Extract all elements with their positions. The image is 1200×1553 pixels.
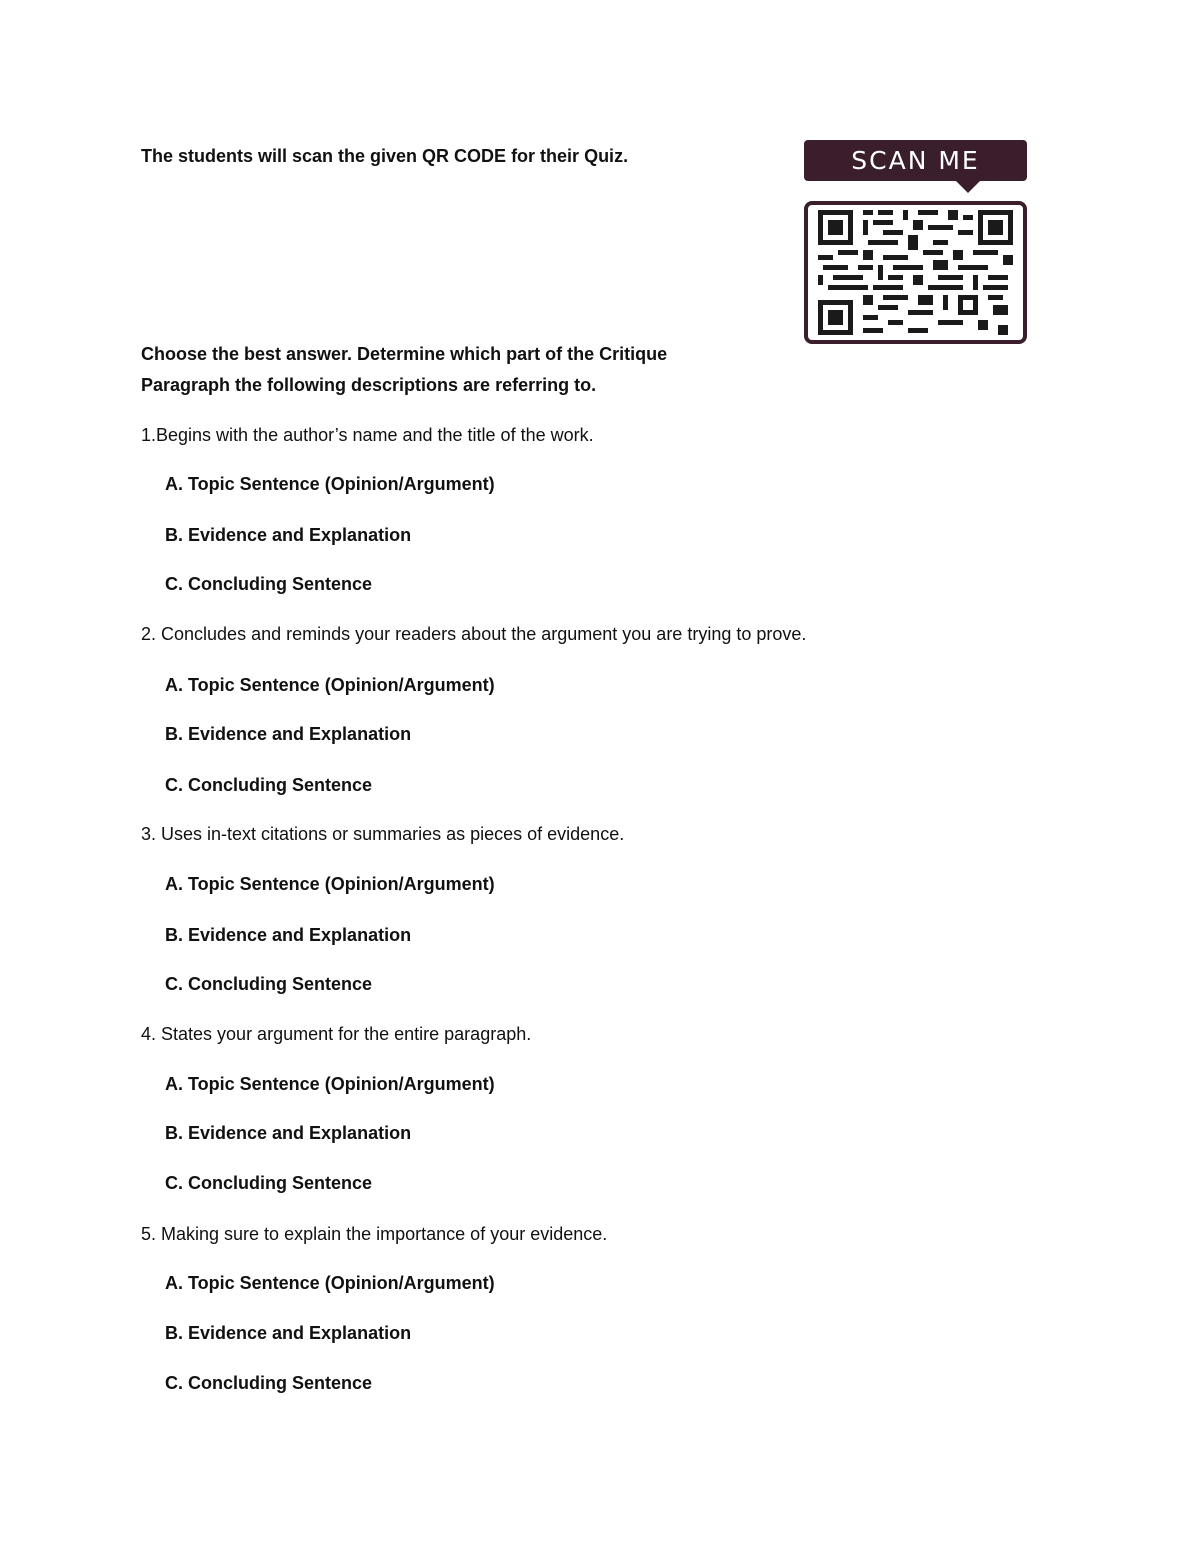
badge-pointer-icon [955,180,981,193]
question-5-choice-c[interactable]: C. Concluding Sentence [165,1373,373,1393]
instructions-line-2: Paragraph the following descriptions are referring to. [141,375,597,395]
instructions-line-1: Choose the best answer. Determine which part of the Critique [141,344,668,364]
question-2-choice-c[interactable]: C. Concluding Sentence [165,775,373,795]
question-4-choice-b[interactable]: B. Evidence and Explanation [165,1123,412,1143]
question-2-prompt: 2. Concludes and reminds your readers about the argument you are trying to prove. [141,624,807,644]
question-2-choice-b[interactable]: B. Evidence and Explanation [165,724,412,744]
question-1-choice-c[interactable]: C. Concluding Sentence [165,574,373,594]
intro-text: The students will scan the given QR CODE for their Quiz. [141,146,629,166]
question-3-choice-a[interactable]: A. Topic Sentence (Opinion/Argument) [165,874,495,894]
question-1-choice-b[interactable]: B. Evidence and Explanation [165,525,412,545]
scan-me-badge: SCAN ME [804,140,1027,181]
question-3-prompt: 3. Uses in-text citations or summaries as pieces of evidence. [141,824,625,844]
question-4-choice-a[interactable]: A. Topic Sentence (Opinion/Argument) [165,1074,495,1094]
question-3-choice-b[interactable]: B. Evidence and Explanation [165,925,412,945]
qr-code-block [804,140,1027,344]
question-4-prompt: 4. States your argument for the entire paragraph. [141,1024,532,1044]
question-5-choice-b[interactable]: B. Evidence and Explanation [165,1323,412,1343]
question-1-prompt: 1.Begins with the author’s name and the title of the work. [141,425,594,445]
qr-code-frame[interactable] [804,201,1027,344]
qr-code-icon [818,210,1013,335]
question-5-choice-a[interactable]: A. Topic Sentence (Opinion/Argument) [165,1273,495,1293]
question-4-choice-c[interactable]: C. Concluding Sentence [165,1173,373,1193]
question-1-choice-a[interactable]: A. Topic Sentence (Opinion/Argument) [165,474,495,494]
question-3-choice-c[interactable]: C. Concluding Sentence [165,974,373,994]
question-2-choice-a[interactable]: A. Topic Sentence (Opinion/Argument) [165,675,495,695]
question-5-prompt: 5. Making sure to explain the importance of your evidence. [141,1224,608,1244]
